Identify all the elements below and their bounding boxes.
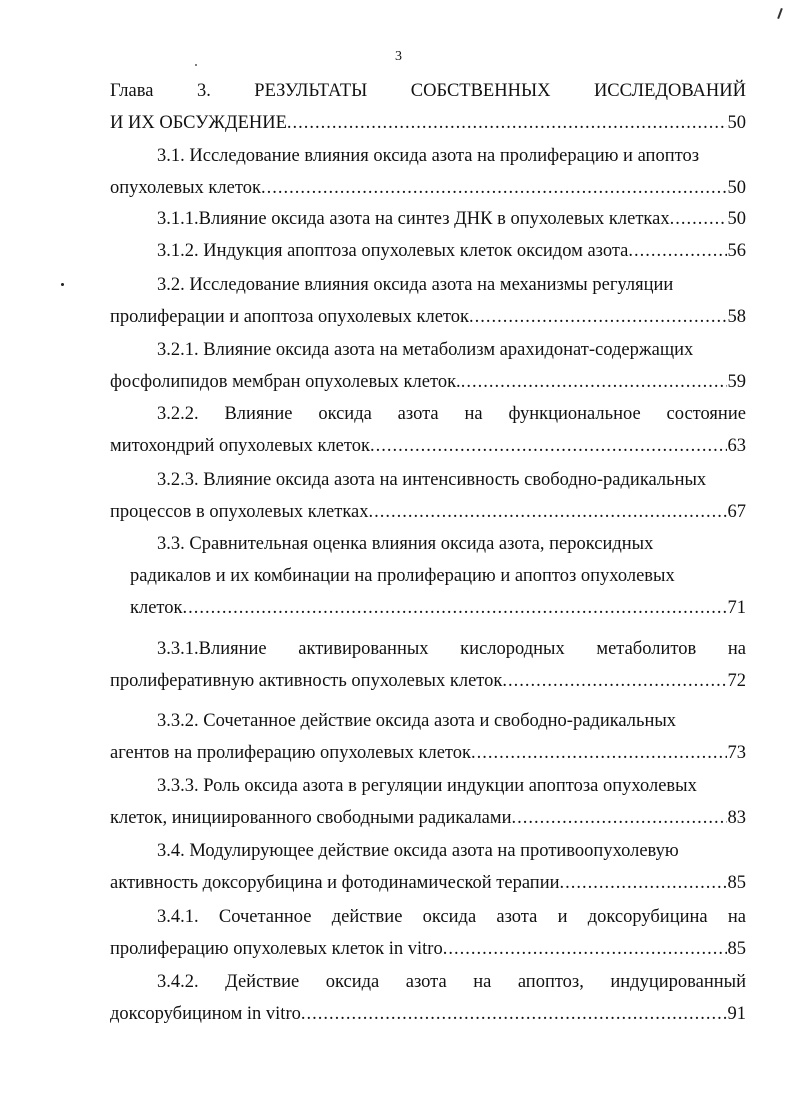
toc-entry-title: активность доксорубицина и фотодинамической терапии (110, 873, 560, 893)
toc-page-number: 85 (727, 939, 746, 959)
toc-entry-title: доксорубицином in vitro (110, 1004, 301, 1024)
toc-entry-title-line (110, 75, 746, 107)
toc-entry-title: 3.3. Сравнительная оценка влияния оксида азота, пероксидных (157, 534, 654, 554)
toc-page-number: 73 (727, 743, 746, 763)
toc-page-number: 56 (727, 241, 746, 261)
toc-entry (110, 140, 746, 204)
toc-word: на (727, 907, 746, 927)
toc-page-number: 85 (727, 873, 746, 893)
toc-page-number: 63 (727, 436, 746, 456)
toc-entry (110, 966, 746, 1030)
toc-word: РЕЗУЛЬТАТЫ (254, 81, 368, 101)
toc-leader-dots (670, 203, 727, 235)
toc-entry-title: 3.1.2. Индукция апоптоза опухолевых клеток оксидом азота (157, 241, 629, 261)
toc-page-number: 71 (727, 598, 746, 618)
toc-entry (110, 633, 746, 697)
toc-word: 3.3.1.Влияние (157, 639, 267, 659)
toc-leader-dots (461, 366, 727, 398)
toc-entry-title: пролиферативную активность опухолевых клеток (110, 671, 503, 691)
toc-entry-title: 3.2.1. Влияние оксида азота на метаболизм арахидонат-содержащих (157, 340, 694, 360)
toc-page-number: 91 (727, 1004, 746, 1024)
toc-word: на (464, 404, 483, 424)
toc-page-number: 50 (727, 209, 746, 229)
toc-entry-title: радикалов и их комбинации на пролиферацию и апоптоз опухолевых (130, 566, 675, 586)
toc-entry (110, 528, 746, 624)
toc-leader-dots (628, 235, 726, 267)
toc-word: на (473, 972, 492, 992)
toc-word: и (557, 907, 568, 927)
toc-entry-title: митохондрий опухолевых клеток (110, 436, 370, 456)
toc-entry (110, 269, 746, 333)
toc-word: 3.4.2. (157, 972, 199, 992)
toc-word: Действие (225, 972, 300, 992)
toc-page-number: 50 (727, 113, 746, 133)
toc-word: Глава (110, 81, 154, 101)
toc-word: оксида (422, 907, 477, 927)
toc-leader-dots (261, 172, 727, 204)
toc-word: 3. (196, 81, 211, 101)
toc-leader-dots (512, 802, 727, 834)
toc-entry (110, 464, 746, 528)
toc-entry-title: И ИХ ОБСУЖДЕНИЕ (110, 113, 287, 133)
toc-entry-title: 3.4. Модулирующее действие оксида азота на противоопухолевую (157, 841, 679, 861)
toc-entry (110, 75, 746, 139)
toc-page-number: 50 (727, 178, 746, 198)
toc-word: активированных (298, 639, 429, 659)
toc-page-number: 83 (727, 808, 746, 828)
toc-word: азота (397, 404, 439, 424)
toc-word: ИССЛЕДОВАНИЙ (593, 81, 746, 101)
page-number: 3 (395, 49, 402, 64)
toc-leader-dots (301, 998, 727, 1030)
toc-entry (110, 334, 746, 398)
toc-entry-title: 3.1.1.Влияние оксида азота на синтез ДНК в опухолевых клетках (157, 209, 670, 229)
toc-word: метаболитов (596, 639, 697, 659)
toc-entry-title: клеток, инициированного свободными радикалами (110, 808, 512, 828)
scan-mark (777, 8, 783, 19)
toc-entry (110, 705, 746, 769)
toc-entry-title: клеток (130, 598, 183, 618)
toc-word: оксида (318, 404, 372, 424)
toc-entry-title: пролиферацию опухолевых клеток in vitro (110, 939, 443, 959)
toc-entry (110, 398, 746, 462)
toc-leader-dots (469, 301, 727, 333)
toc-entry (110, 235, 746, 267)
toc-entry-title: агентов на пролиферацию опухолевых клеток (110, 743, 471, 763)
toc-entry-title: 3.2.3. Влияние оксида азота на интенсивность свободно-радикальных (157, 470, 707, 490)
toc-word: СОБСТВЕННЫХ (410, 81, 551, 101)
toc-word: 3.2.2. (157, 404, 199, 424)
toc-word: Сочетанное (218, 907, 312, 927)
toc-word: действие (331, 907, 403, 927)
toc-word: азота (405, 972, 447, 992)
toc-entry-title: 3.2. Исследование влияния оксида азота на механизмы регуляции (157, 275, 674, 295)
toc-word: на (727, 639, 746, 659)
toc-entry (110, 203, 746, 235)
toc-leader-dots (502, 665, 726, 697)
toc-word: азота (496, 907, 538, 927)
toc-entry-title: 3.3.3. Роль оксида азота в регуляции индукции апоптоза опухолевых (157, 776, 697, 796)
toc-entry-title: 3.3.2. Сочетанное действие оксида азота и свободно-радикальных (157, 711, 677, 731)
scan-mark (195, 64, 197, 66)
toc-entry-title: 3.1. Исследование влияния оксида азота на пролиферацию и апоптоз (157, 146, 700, 166)
toc-word: Влияние (224, 404, 293, 424)
toc-entry (110, 770, 746, 834)
toc-entry-title: опухолевых клеток (110, 178, 261, 198)
toc-word: оксида (325, 972, 380, 992)
toc-word: 3.4.1. (157, 907, 199, 927)
toc-entry (110, 835, 746, 899)
toc-entry (110, 901, 746, 965)
scan-mark (61, 283, 64, 286)
toc-leader-dots (287, 107, 727, 139)
toc-page-number: 59 (727, 372, 746, 392)
toc-word: функциональное (508, 404, 641, 424)
toc-leader-dots (369, 496, 727, 528)
toc-page-number: 67 (727, 502, 746, 522)
toc-page-number: 58 (727, 307, 746, 327)
toc-leader-dots (370, 430, 727, 462)
toc-leader-dots (443, 933, 727, 965)
toc-entry-title: фосфолипидов мембран опухолевых клеток. (110, 372, 461, 392)
toc-entry-title: пролиферации и апоптоза опухолевых клеток (110, 307, 469, 327)
toc-page-number: 72 (727, 671, 746, 691)
toc-leader-dots (560, 867, 727, 899)
toc-leader-dots (183, 592, 727, 624)
toc-entry-title: процессов в опухолевых клетках (110, 502, 369, 522)
toc-word: индуцированный (610, 972, 746, 992)
toc-word: кислородных (460, 639, 565, 659)
toc-word: апоптоз, (517, 972, 584, 992)
toc-word: состояние (666, 404, 746, 424)
toc-word: доксорубицина (587, 907, 708, 927)
toc-leader-dots (471, 737, 727, 769)
